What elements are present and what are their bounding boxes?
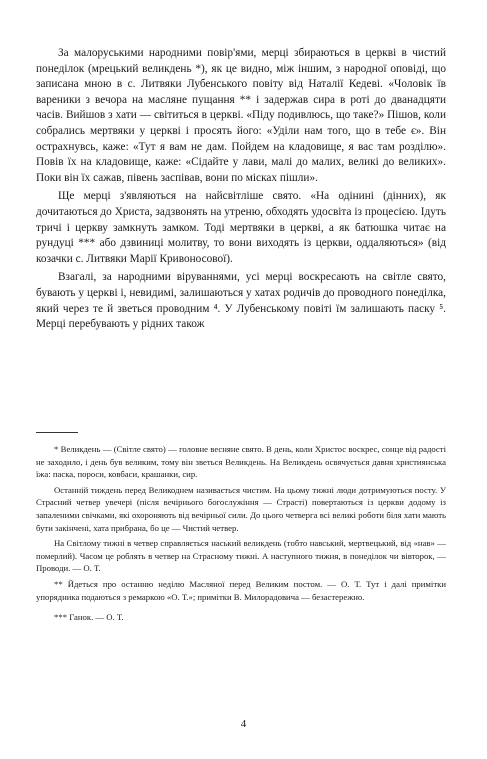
paragraph-3: Взагалі, за народними віруваннями, усі мерці воскресають на світле свято, бувають у церкві і, невидимі, залишаються у хатах родичів до проводного понеділка, який через те й зветься проводним ⁴. У Лубенському повіті їм залишають паску ⁵. Мерці перебувають у рідних також: [36, 271, 446, 331]
footnote-maslyana: ** Йдеться про останню неділю Масляної перед Великим постом. — О. Т. Тут і далі примітки упорядника подаються з ремаркою «О. Т.»; примітки В. Милорадовича — безастережно.: [36, 578, 446, 602]
page-number: 4: [240, 718, 247, 730]
footnote-hanok: *** Ганок. — О. Т.: [54, 612, 124, 623]
main-text: [36, 46, 446, 336]
footnotes: [36, 443, 446, 627]
footnote-chystyi-tyzhden: Останній тиждень перед Великоднем називається чистим. На цьому тижні люди дотримуються посту. У Страсний четвер увечері (після вечірнього богослужіння — Страсті) повертаються із церкви додому із запаленими свічками, які охороняють від вечірньої сили. До цього четверга всі великі роботи біля хати мають бути закінчені, хата прибрана, бо це — Чистий четвер.: [36, 484, 446, 533]
footnote-naskyi-velykden: На Світлому тижні в четвер справляється наський великдень (тобто навський, мертвецький, від «нав» — померлий). Часом це роблять в четвер на Страсному тижні. А наступного тижня, в понеділок чи вівторок, — Проводи. — О. Т.: [36, 538, 446, 574]
paragraph-1: За малоруськими народними повір'ями, мерці збираються в церкві в чистий понеділок (мрецький великдень *), як це видно, між іншим, з народної оповіді, що записана мною в с. Литвяки Лубенського повіту від Наталії Кедеві. «Чоловік їв вареники з вечора на масляне пущання ** і задержав сира в роті до дванадцяти часів. Вийшов з хати — світиться в церкві. «Піду подивлюсь, що таке?» Пішов, коли собрались мертвяки у церкві і просять його: «Уділи нам того, що в тебе є». Він острахнувсь, каже: «Тут я вам не дам. Пойдем на кладовище, я вас там розділю». Повів їх на кладовище, каже: «Сідайте у лави, малі до малих, великі до великих». Поки він їх сажав, півень заспівав, вони по місках пішли».: [36, 47, 446, 184]
footnote-velykden: * Великдень — (Світле свято) — головне весняне свято. В день, коли Христос воскрес, сонце від радості не заходило, і день був великим, тому він зветься Великдень. На Великдень освячується давня християнська їжа: паска, пороси, ковбаси, крашанки, сир.: [36, 444, 446, 480]
paragraph-2: Ще мерці з'являються на найсвітліше свято. «На одінині (дінних), як дочитаються до Христа, задзвонять на утреню, обходять удосвіта із процесією. Ідуть тричі і церкву замкнуть замком. Тоді мертвяки в церкві, а як батюшка читає на рундуці *** або дзвиниці молитву, то вони виходять із церкви, оддаляються» (від козачки с. Литвяки Марії Кривоносової).: [36, 190, 446, 265]
footnote-divider: [36, 432, 78, 433]
